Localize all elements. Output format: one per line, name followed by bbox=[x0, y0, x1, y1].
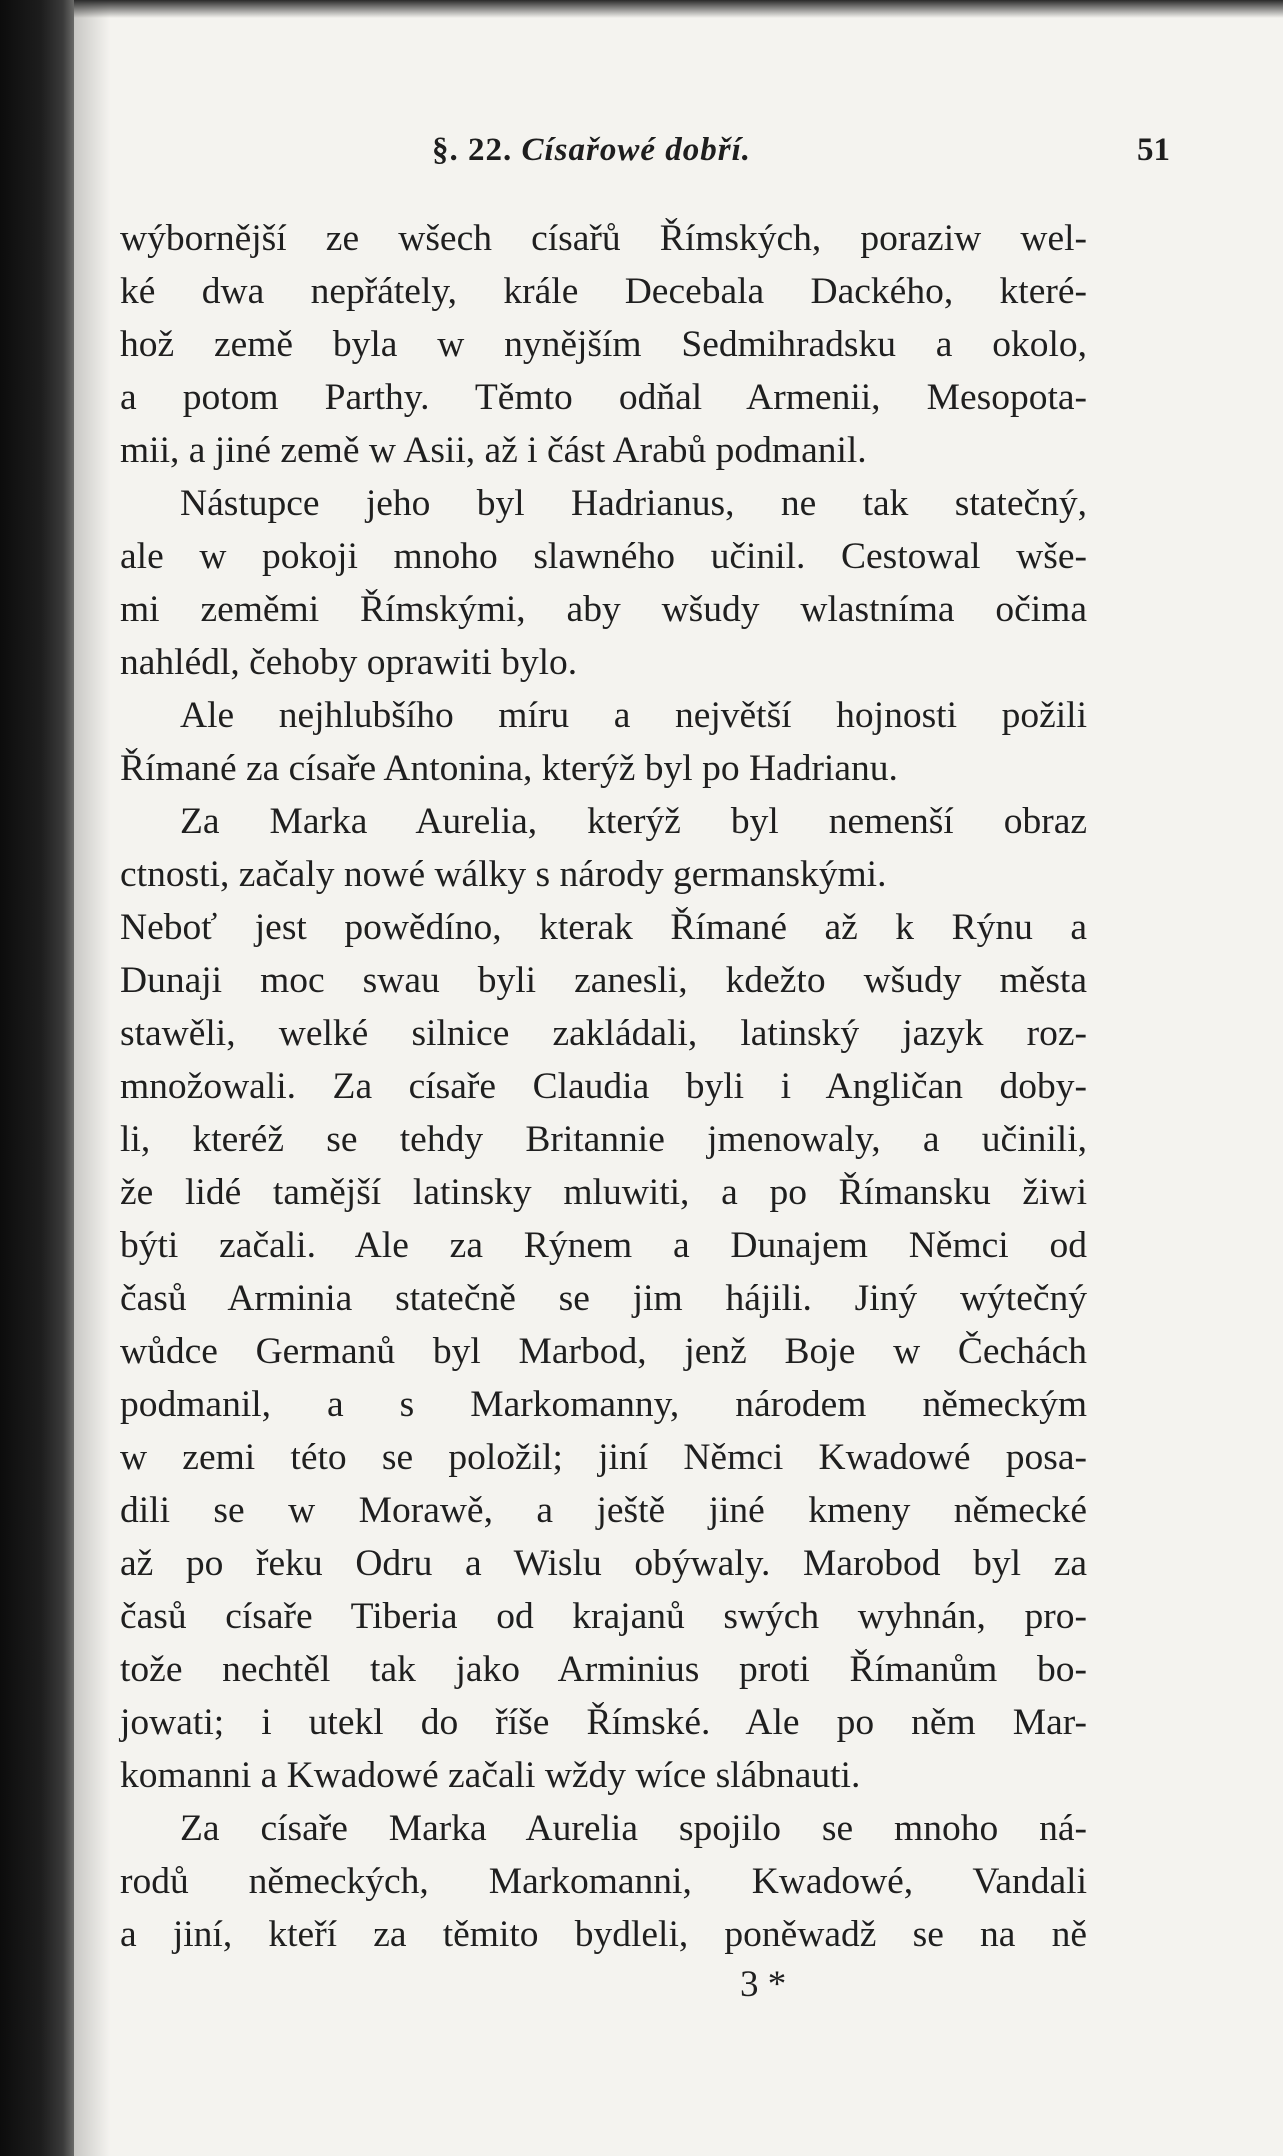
text-line: ké dwa nepřátely, krále Decebala Dackého, které- bbox=[120, 271, 1087, 312]
text-line: li, kteréž se tehdy Britannie jmenowaly, a učinili, bbox=[120, 1119, 1087, 1160]
running-head bbox=[120, 128, 1210, 188]
page-number: 51 bbox=[1137, 132, 1170, 168]
text-line: komanni a Kwadowé začali wždy wíce slábnauti. bbox=[120, 1755, 861, 1796]
text-line: hož země byla w nynějším Sedmihradsku a okolo, bbox=[120, 324, 1087, 365]
text-line: Za císaře Marka Aurelia spojilo se mnoho ná- bbox=[180, 1808, 1087, 1849]
text-line: Dunaji moc swau byli zanesli, kdežto wšudy města bbox=[120, 960, 1087, 1001]
text-line: a jiní, kteří za těmito bydleli, poněwadž se na ně bbox=[120, 1914, 1087, 1955]
text-line: wůdce Germanů byl Marbod, jenž Boje w Čechách bbox=[120, 1331, 1087, 1372]
book-binding bbox=[0, 0, 74, 2156]
text-line: Římané za císaře Antonina, kterýž byl po Hadrianu. bbox=[120, 748, 898, 789]
text-line: stawěli, welké silnice zakládali, latinský jazyk roz- bbox=[120, 1013, 1087, 1054]
section-title: Císařowé dobří. bbox=[521, 132, 752, 168]
text-line: tože nechtěl tak jako Arminius proti Římanům bo- bbox=[120, 1649, 1087, 1690]
text-line: a potom Parthy. Těmto odňal Armenii, Mesopota- bbox=[120, 377, 1087, 418]
text-line: Nástupce jeho byl Hadrianus, ne tak statečný, bbox=[180, 483, 1087, 524]
text-line: wýbornější ze wšech císařů Římských, poraziw wel- bbox=[120, 218, 1087, 259]
text-line: býti začali. Ale za Rýnem a Dunajem Němci od bbox=[120, 1225, 1087, 1266]
text-line: mi zeměmi Římskými, aby wšudy wlastníma očima bbox=[120, 589, 1087, 630]
gutter-shadow bbox=[74, 0, 110, 2156]
text-line: časů císaře Tiberia od krajanů swých wyhnán, pro- bbox=[120, 1596, 1087, 1637]
text-line: rodů německých, Markomanni, Kwadowé, Vandali bbox=[120, 1861, 1087, 1902]
text-line: jowati; i utekl do říše Římské. Ale po něm Mar- bbox=[120, 1702, 1087, 1743]
text-line: množowali. Za císaře Claudia byli i Angličan doby- bbox=[120, 1066, 1087, 1107]
page-content bbox=[120, 128, 1210, 2006]
text-line: Neboť jest powědíno, kterak Římané až k Rýnu a bbox=[120, 907, 1087, 948]
text-line: ctnosti, začaly nowé wálky s národy germanskými. bbox=[120, 854, 887, 895]
text-line: ale w pokoji mnoho slawného učinil. Cestowal wše- bbox=[120, 536, 1087, 577]
text-line: w zemi této se položil; jiní Němci Kwadowé posa- bbox=[120, 1437, 1087, 1478]
section-heading bbox=[432, 132, 751, 169]
text-line: až po řeku Odru a Wislu obýwaly. Marobod byl za bbox=[120, 1543, 1087, 1584]
text-line: že lidé tamější latinsky mluwiti, a po Římansku žiwi bbox=[120, 1172, 1087, 1213]
text-line: Ale nejhlubšího míru a největší hojnosti požili bbox=[180, 695, 1087, 736]
section-number: §. 22. bbox=[432, 132, 513, 168]
text-line: nahlédl, čehoby oprawiti bylo. bbox=[120, 642, 578, 683]
text-line: podmanil, a s Markomanny, národem německým bbox=[120, 1384, 1087, 1425]
body-text bbox=[120, 212, 1087, 1961]
signature-mark: 3 * bbox=[740, 1964, 787, 2005]
text-line: mii, a jiné země w Asii, až i část Arabů podmanil. bbox=[120, 430, 867, 471]
text-line: časů Arminia statečně se jim hájili. Jiný wýtečný bbox=[120, 1278, 1087, 1319]
text-line: Za Marka Aurelia, kterýž byl nemenší obraz bbox=[180, 801, 1087, 842]
text-line: dili se w Morawě, a ještě jiné kmeny německé bbox=[120, 1490, 1087, 1531]
top-edge-shadow bbox=[74, 0, 1283, 18]
